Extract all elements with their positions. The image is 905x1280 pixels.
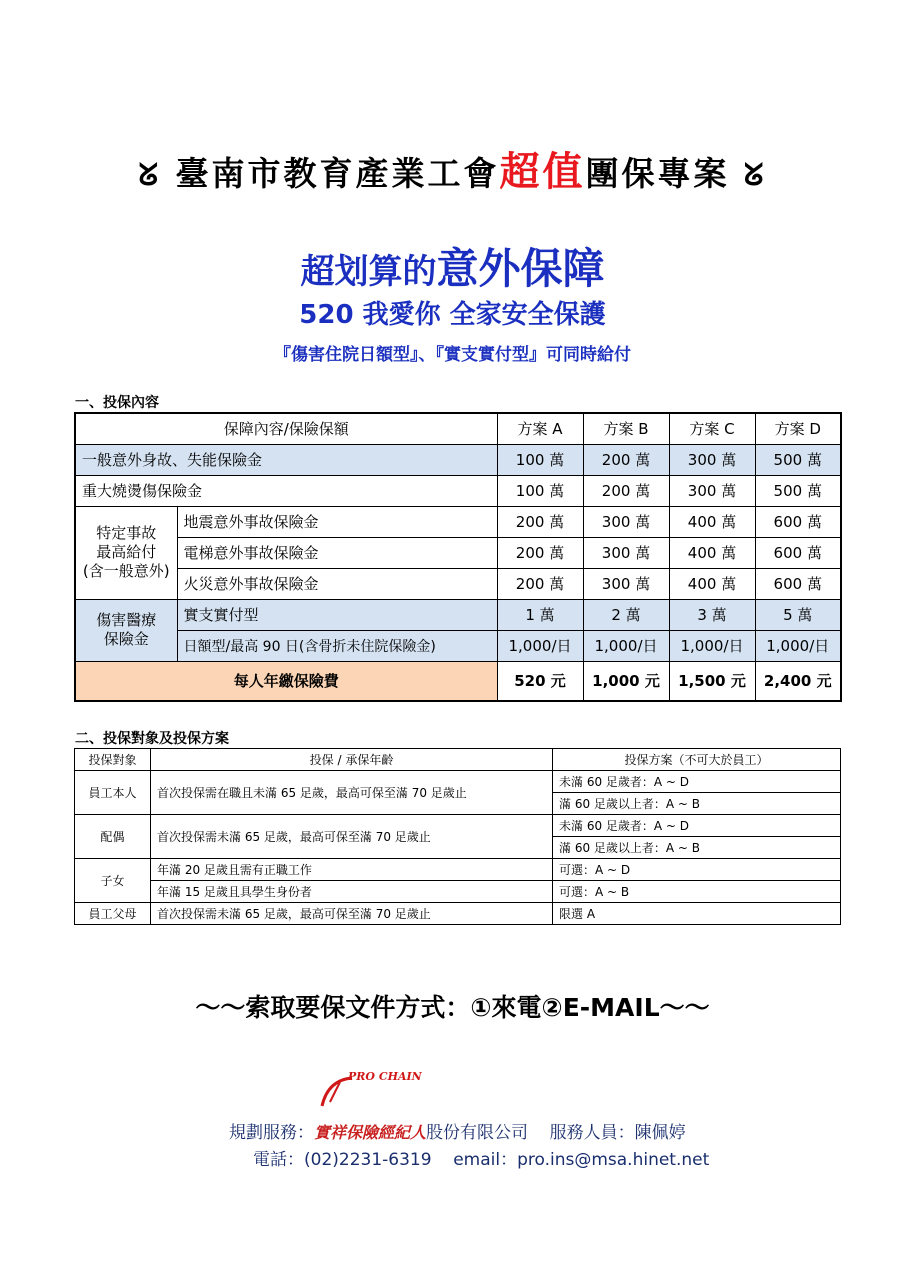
cell: 400 萬 [669, 537, 755, 568]
cell: 200 萬 [497, 568, 583, 599]
premium-d: 2,400 元 [755, 661, 841, 701]
row-label: 日額型/最高 90 日(含骨折未住院保險金) [177, 630, 497, 661]
header-plan-c: 方案 C [669, 413, 755, 444]
header-coverage: 保障內容/保險保額 [75, 413, 497, 444]
header-plan: 投保方案（不可大於員工） [553, 749, 841, 771]
row-label: 一般意外身故、失能保險金 [75, 444, 497, 475]
plan-cell: 滿 60 足歲以上者：A ~ B [553, 837, 841, 859]
hero-note: 『傷害住院日額型』、『實支實付型』可同時給付 [274, 345, 631, 365]
row-earthquake [75, 506, 841, 537]
cell: 600 萬 [755, 568, 841, 599]
row-spouse [75, 815, 841, 837]
age-parent: 首次投保需未滿 65 足歲，最高可保至滿 70 足歲止 [151, 903, 553, 925]
premium-label: 每人年繳保險費 [75, 661, 497, 701]
header-plan-a: 方案 A [497, 413, 583, 444]
header-plan-d: 方案 D [755, 413, 841, 444]
row-premium [75, 661, 841, 701]
row-elevator [75, 537, 841, 568]
cell: 300 萬 [669, 444, 755, 475]
cell: 100 萬 [497, 444, 583, 475]
who-spouse: 配偶 [75, 815, 151, 859]
cell: 200 萬 [583, 444, 669, 475]
cell: 1,000/日 [669, 630, 755, 661]
cell: 2 萬 [583, 599, 669, 630]
phone: 電話：(02)2231-6319 [253, 1150, 432, 1170]
row-label: 電梯意外事故保險金 [177, 537, 497, 568]
cell: 600 萬 [755, 506, 841, 537]
cell: 300 萬 [583, 568, 669, 599]
age-child-2: 年滿 15 足歲且具學生身份者 [151, 881, 553, 903]
hero-title [0, 236, 905, 296]
right-ornament-icon: ᘜ [744, 158, 767, 193]
cell: 300 萬 [583, 506, 669, 537]
plan-cell: 可選：A ~ B [553, 881, 841, 903]
eligibility-table [74, 748, 841, 925]
header-plan-b: 方案 B [583, 413, 669, 444]
cell: 200 萬 [497, 537, 583, 568]
staff: 服務人員：陳佩婷 [549, 1123, 686, 1143]
section2-title: 二、投保對象及投保方案 [75, 731, 229, 747]
cell: 1,000/日 [583, 630, 669, 661]
cell: 300 萬 [669, 475, 755, 506]
who-child: 子女 [75, 859, 151, 903]
age-employee: 首次投保需在職且未滿 65 足歲，最高可保至滿 70 足歲止 [151, 771, 553, 815]
email: email：pro.ins@msa.hinet.net [453, 1150, 710, 1170]
header-who: 投保對象 [75, 749, 151, 771]
premium-b: 1,000 元 [583, 661, 669, 701]
hero-title-big: 意外保障 [436, 244, 605, 293]
row-child [75, 859, 841, 881]
special-group-label: 特定事故 最高給付 (含一般意外) [75, 506, 177, 599]
cell: 100 萬 [497, 475, 583, 506]
cell: 400 萬 [669, 506, 755, 537]
row-parent [75, 903, 841, 925]
service-line [229, 1118, 686, 1143]
plan-cell: 限選 A [553, 903, 841, 925]
section1-title: 一、投保內容 [75, 395, 159, 411]
who-parent: 員工父母 [75, 903, 151, 925]
medical-group-label: 傷害醫療 保險金 [75, 599, 177, 661]
row-label: 實支實付型 [177, 599, 497, 630]
plan-cell: 可選：A ~ D [553, 859, 841, 881]
coverage-header-row [75, 413, 841, 444]
cell: 500 萬 [755, 475, 841, 506]
plan-cell: 未滿 60 足歲者：A ~ D [553, 771, 841, 793]
row-medical-daily [75, 630, 841, 661]
cell: 400 萬 [669, 568, 755, 599]
header-title [0, 140, 905, 197]
row-burn [75, 475, 841, 506]
row-fire [75, 568, 841, 599]
row-child-2 [75, 881, 841, 903]
hero-title-small: 超划算的 [300, 252, 437, 292]
age-child-1: 年滿 20 足歲且需有正職工作 [151, 859, 553, 881]
row-general-accident [75, 444, 841, 475]
who-employee: 員工本人 [75, 771, 151, 815]
cell: 3 萬 [669, 599, 755, 630]
row-employee [75, 771, 841, 793]
company-suffix: 股份有限公司 [426, 1123, 529, 1143]
brand-name: 實祥保險經紀人 [314, 1123, 427, 1142]
request-documents-note: ～～索取要保文件方式：①來電②E-MAIL～～ [195, 993, 710, 1022]
cell: 600 萬 [755, 537, 841, 568]
title-suffix: 團保專案 [585, 154, 730, 193]
coverage-table [74, 412, 842, 702]
eligibility-header-row [75, 749, 841, 771]
row-label: 火災意外事故保險金 [177, 568, 497, 599]
hero-subtitle: 520 我愛你 全家安全保護 [299, 300, 606, 330]
cell: 200 萬 [497, 506, 583, 537]
cell: 1 萬 [497, 599, 583, 630]
contact-line [253, 1145, 709, 1170]
cell: 300 萬 [583, 537, 669, 568]
cell: 1,000/日 [497, 630, 583, 661]
premium-a: 520 元 [497, 661, 583, 701]
cell: 500 萬 [755, 444, 841, 475]
cell: 1,000/日 [755, 630, 841, 661]
service-label: 規劃服務： [229, 1123, 314, 1143]
plan-cell: 未滿 60 足歲者：A ~ D [553, 815, 841, 837]
cell: 5 萬 [755, 599, 841, 630]
left-ornament-icon: ᘜ [138, 158, 161, 193]
title-prefix: 臺南市教育產業工會 [175, 154, 500, 193]
row-label: 地震意外事故保險金 [177, 506, 497, 537]
header-age: 投保 / 承保年齡 [151, 749, 553, 771]
row-medical-actual [75, 599, 841, 630]
age-spouse: 首次投保需未滿 65 足歲，最高可保至滿 70 足歲止 [151, 815, 553, 859]
cell: 200 萬 [583, 475, 669, 506]
logo-text: PRO CHAIN [348, 1070, 422, 1083]
premium-c: 1,500 元 [669, 661, 755, 701]
row-label: 重大燒燙傷保險金 [75, 475, 497, 506]
title-highlight: 超值 [499, 149, 586, 195]
plan-cell: 滿 60 足歲以上者：A ~ B [553, 793, 841, 815]
